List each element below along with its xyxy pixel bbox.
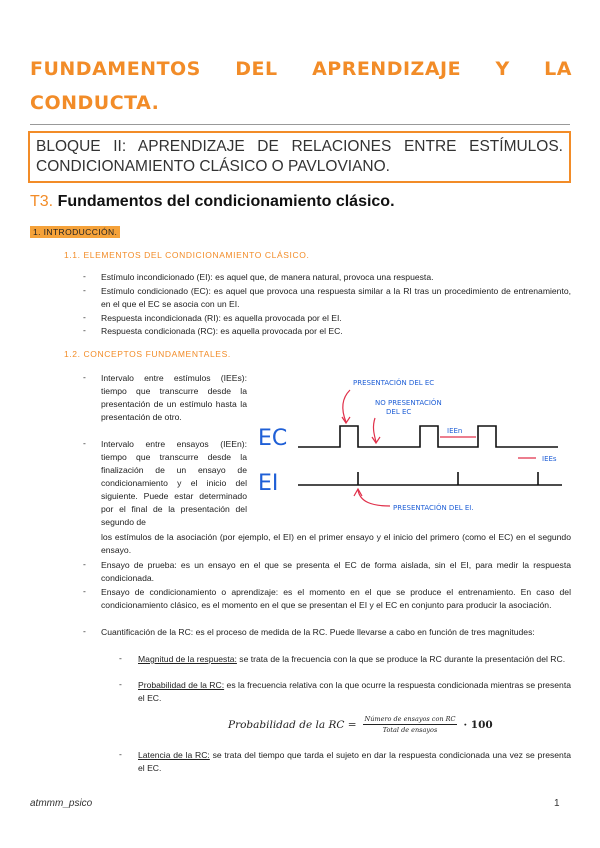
bullet-dash: - <box>83 312 86 322</box>
list-item-probabilidad <box>138 679 571 705</box>
magnitud-label: Magnitud de la respuesta: <box>138 654 237 664</box>
ec-label: EC <box>258 426 288 451</box>
ec-signal-line <box>298 426 558 447</box>
formula-lhs: Probabilidad de la RC = <box>228 718 357 731</box>
bullet-dash: - <box>83 285 86 295</box>
document-title: FUNDAMENTOS DEL APRENDIZAJE Y LA CONDUCTA. <box>30 58 572 114</box>
formula-numerator: Número de ensayos con RC <box>364 715 456 723</box>
subsection-title-1: 1.1. ELEMENTOS DEL CONDICIONAMIENTO CLÁSICO. <box>64 250 310 260</box>
list-item-magnitud <box>138 653 571 666</box>
note-presentacion-ec: PRESENTACIÓN DEL EC <box>353 379 435 387</box>
probability-formula <box>228 715 493 734</box>
bullet-dash: - <box>83 559 86 569</box>
sub-bullet-dash: - <box>119 749 122 759</box>
list-item-iees: Intervalo entre estímulos (IEEs): tiempo que transcurre desde la presentación de un estímulo hasta la presentación de otro. <box>101 373 247 422</box>
probabilidad-label: Probabilidad de la RC: <box>138 680 225 690</box>
latencia-text: se trata del tiempo que tarda el sujeto en dar la respuesta condicionada una vez se presenta el EC. <box>138 750 571 773</box>
note-ieen: IEEn <box>447 427 463 435</box>
topic-title: Fundamentos del condicionamiento clásico. <box>57 193 395 210</box>
list-item-cuantificacion: Cuantificación de la RC: es el proceso de medida de la RC. Puede llevarse a cabo en función de tres magnitudes: <box>101 627 535 637</box>
note-presentacion-ei: PRESENTACIÓN DEL EI. <box>393 504 474 512</box>
formula-fraction <box>363 715 458 734</box>
magnitud-text: se trata de la frecuencia con la que se produce la RC durante la presentación del RC. <box>236 654 566 664</box>
bullet-dash: - <box>83 626 86 636</box>
arrow-presentacion-ec <box>343 390 350 422</box>
bullet-dash: - <box>83 271 86 281</box>
list-item-latencia <box>138 749 571 775</box>
latencia-label: Latencia de la RC: <box>138 750 210 760</box>
list-item-ri: Respuesta incondicionada (RI): es aquella provocada por el EI. <box>101 313 342 323</box>
page-number: 1 <box>554 798 560 809</box>
list-item-ei: Estímulo incondicionado (EI): es aquel que, de manera natural, provoca una respuesta. <box>101 272 434 282</box>
list-item-ieen-continued: los estímulos de la asociación (por ejemplo, el EI) en el primer ensayo y el inicio del primero (como el EC) en el segundo ensayo. <box>101 532 571 555</box>
topic-code: T3. <box>30 193 54 210</box>
probabilidad-text: es la frecuencia relativa con la que ocurre la respuesta condicionada mientras se presenta el EC. <box>138 680 571 703</box>
block-title-box: BLOQUE II: APRENDIZAJE DE RELACIONES ENTRE ESTÍMULOS. CONDICIONAMIENTO CLÁSICO O PAVLOVIANO. <box>28 131 571 183</box>
arrow-head <box>342 417 350 423</box>
sub-bullet-dash: - <box>119 679 122 689</box>
bullet-dash: - <box>83 438 86 448</box>
note-no-presentacion-ec: NO PRESENTACIÓN DEL EC <box>375 399 442 416</box>
arrow-presentacion-ei <box>358 490 390 506</box>
arrow-no-presentacion-ec <box>373 418 376 442</box>
list-item-ieen: Intervalo entre ensayos (IEEn): tiempo que transcurre desde la finalización de un ensayo de condicionamiento y el inicio del siguiente. Puede estar determinado por el final de la presentación del segundo de <box>101 439 247 527</box>
formula-denominator: Total de ensayos <box>382 726 438 734</box>
list-item-ec: Estímulo condicionado (EC): es aquel que provoca una respuesta similar a la RI tras un procedimiento de entrenamiento, en el que el EC se asocia con un EI. <box>101 286 571 309</box>
ei-label: EI <box>258 471 279 496</box>
list-item-rc: Respuesta condicionada (RC): es aquella provocada por el EC. <box>101 326 343 336</box>
note-iees: IEEs <box>542 455 557 463</box>
subsection-title-2: 1.2. CONCEPTOS FUNDAMENTALES. <box>64 349 231 359</box>
list-item-ensayo-prueba: Ensayo de prueba: es un ensayo en el que se presenta el EC de forma aislada, sin el EI, para medir la respuesta condicionada. <box>101 560 571 583</box>
bullet-dash: - <box>83 325 86 335</box>
sub-bullet-dash: - <box>119 653 122 663</box>
conditioning-timeline-diagram <box>250 372 575 520</box>
bullet-dash: - <box>83 586 86 596</box>
footer-author: atmmm_psico <box>30 798 93 809</box>
list-item-ensayo-condicionamiento: Ensayo de condicionamiento o aprendizaje: es el momento en el que se produce el entrenamiento. En caso del condicionamiento clásico, es el momento en el que se presentan el EI y el EC en conjunto para producir la asociación. <box>101 587 571 610</box>
title-divider <box>30 124 570 125</box>
section-heading: 1. INTRODUCCIÓN. <box>30 226 120 238</box>
formula-rhs: · 100 <box>463 718 493 731</box>
topic-heading <box>30 193 395 211</box>
bullet-dash: - <box>83 372 86 382</box>
